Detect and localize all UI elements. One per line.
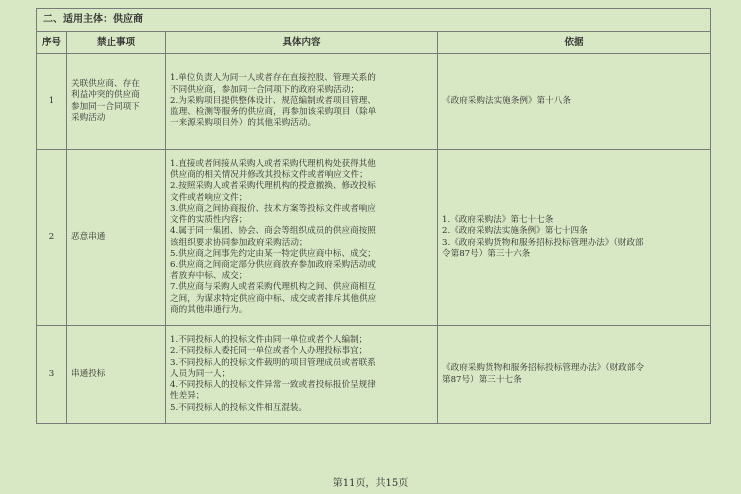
specific-content-line: 文件的实质性内容；	[170, 215, 248, 226]
legal-basis-line: 1.《政府采购法》第七十七条	[442, 215, 554, 226]
specific-content-line: 文件或者响应文件；	[170, 192, 248, 203]
table-row	[37, 54, 711, 150]
specific-content-line: 5.供应商之间事先约定由某一特定供应商中标、成交；	[170, 248, 376, 259]
specific-content-line: 供应商的相关情况并修改其投标文件或者响应文件；	[170, 170, 368, 181]
specific-content-line: 监理、检测等服务的供应商，再参加该采购项目（除单	[170, 107, 377, 118]
specific-content-line: 一来源采购项目外）的其他采购活动。	[170, 118, 317, 129]
specific-content-line: 2.按照采购人或者采购代理机构的授意撤换、修改投标	[170, 181, 376, 192]
prohibited-item-line: 利益冲突的供应商	[71, 90, 140, 101]
specific-content-line: 人员为同一人；	[170, 368, 231, 379]
specific-content-line: 3.供应商之间协商报价、技术方案等投标文件或者响应	[170, 203, 376, 214]
page-footer: 第11页，共15页	[332, 478, 409, 489]
legal-basis	[438, 150, 711, 326]
legal-basis-line: 《政府采购法实施条例》第十八条	[442, 95, 571, 106]
header-item: 禁止事项	[67, 32, 166, 54]
specific-content-line: 6.供应商之间商定部分供应商放弃参加政府采购活动或	[170, 259, 376, 270]
header-row	[37, 32, 711, 54]
specific-content-line: 商的其他串通行为。	[170, 304, 248, 315]
row-number: 3	[37, 326, 67, 424]
specific-content-line: 4.属于同一集团、协会、商会等组织成员的供应商按照	[170, 226, 376, 237]
prohibited-item	[67, 54, 166, 150]
table-row	[37, 150, 711, 326]
specific-content-line: 该组织要求协同参加政府采购活动；	[170, 237, 308, 248]
legal-basis-line: 《政府采购货物和服务招标投标管理办法》（财政部令	[442, 363, 644, 374]
legal-basis-line: 2.《政府采购法实施条例》第七十四条	[442, 226, 588, 237]
specific-content-line: 3.不同投标人的投标文件载明的项目管理成员或者联系	[170, 357, 376, 368]
specific-content	[166, 54, 438, 150]
row-number: 1	[37, 54, 67, 150]
specific-content-line: 1.单位负责人为同一人或者存在直接控股、管理关系的	[170, 73, 376, 84]
specific-content-line: 者放弃中标、成交；	[170, 271, 248, 282]
header-basis: 依据	[438, 32, 711, 54]
prohibited-item	[67, 326, 166, 424]
legal-basis-line: 3.《政府采购货物和服务招标投标管理办法》（财政部	[442, 237, 644, 248]
prohibited-item-line: 参加同一合同项下	[71, 101, 140, 112]
specific-content-line: 7.供应商与采购人或者采购代理机构之间、供应商相互	[170, 282, 376, 293]
specific-content	[166, 326, 438, 424]
specific-content-line: 1.直接或者间接从采购人或者采购代理机构处获得其他	[170, 159, 376, 170]
specific-content-line: 之间，为谋求特定供应商中标、成交或者排斥其他供应	[170, 293, 377, 304]
specific-content-line: 不同供应商，参加同一合同项下的政府采购活动；	[170, 84, 360, 95]
legal-basis-line: 令第87号）第三十六条	[442, 248, 531, 259]
specific-content	[166, 150, 438, 326]
header-no: 序号	[37, 32, 67, 54]
specific-content-line: 4.不同投标人的投标文件异常一致或者投标报价呈规律	[170, 380, 376, 391]
prohibited-item	[67, 150, 166, 326]
legal-basis	[438, 54, 711, 150]
specific-content-line: 2.不同投标人委托同一单位或者个人办理投标事宜；	[170, 346, 368, 357]
legal-basis	[438, 326, 711, 424]
prohibited-item-line: 采购活动	[71, 112, 106, 123]
regulation-table	[36, 8, 711, 424]
specific-content-line: 性差异；	[170, 391, 205, 402]
prohibited-item-line: 关联供应商、存在	[71, 79, 140, 90]
row-number: 2	[37, 150, 67, 326]
legal-basis-line: 第87号）第三十七条	[442, 374, 522, 385]
prohibited-item-line: 串通投标	[71, 368, 106, 379]
header-content: 具体内容	[166, 32, 438, 54]
specific-content-line: 1.不同投标人的投标文件由同一单位或者个人编制；	[170, 335, 368, 346]
section-title: 二、适用主体：供应商	[37, 9, 711, 32]
table-row	[37, 326, 711, 424]
specific-content-line: 2.为采购项目提供整体设计、规范编制或者项目管理、	[170, 95, 376, 106]
specific-content-line: 5.不同投标人的投标文件相互混装。	[170, 402, 308, 413]
section-row	[37, 9, 711, 32]
prohibited-item-line: 恶意串通	[71, 231, 106, 242]
